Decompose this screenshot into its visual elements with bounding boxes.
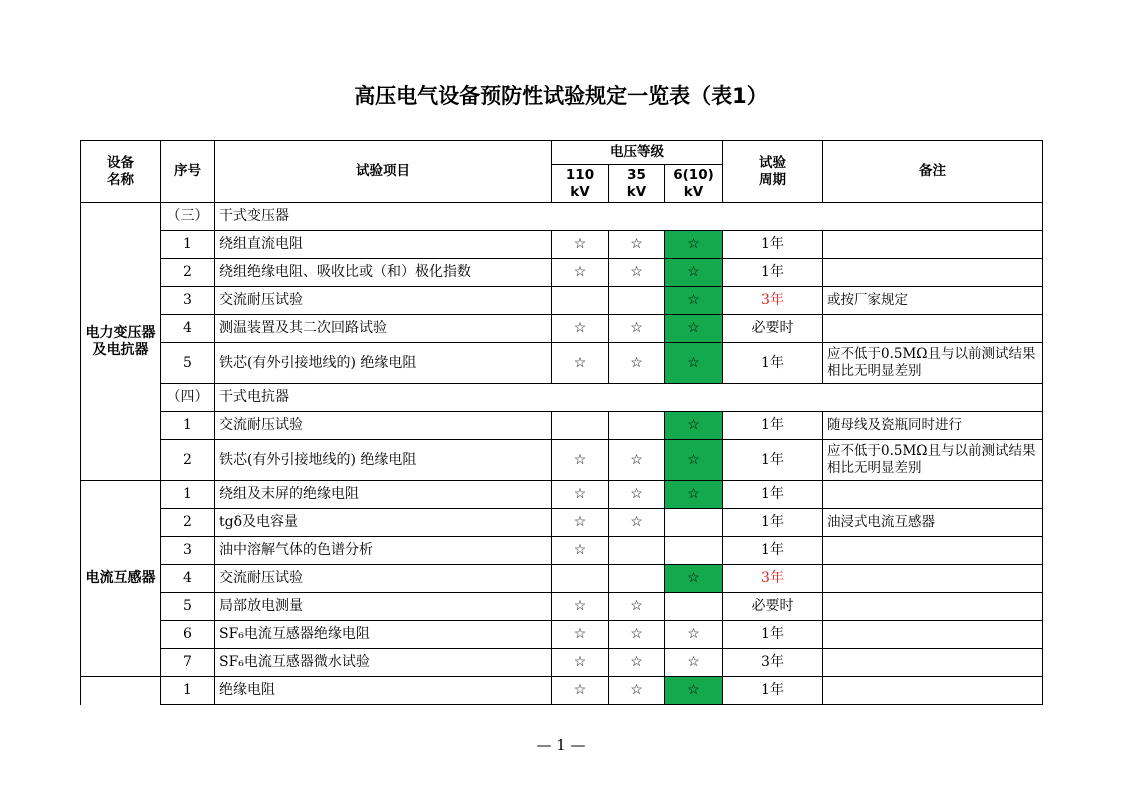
row-item: 局部放电测量 <box>215 593 552 621</box>
table-row <box>81 649 1043 677</box>
row-period: 1年 <box>723 481 823 509</box>
row-item: 交流耐压试验 <box>215 287 552 315</box>
row-seq: 2 <box>161 509 215 537</box>
table-row <box>81 621 1043 649</box>
table-row <box>81 343 1043 384</box>
row-6kv: ☆ <box>665 231 723 259</box>
row-seq: 4 <box>161 315 215 343</box>
group-seq: （三） <box>161 203 215 231</box>
row-seq: 1 <box>161 412 215 440</box>
row-110kv: ☆ <box>552 649 609 677</box>
test-table <box>80 140 1043 705</box>
row-remark: 随母线及瓷瓶同时进行 <box>823 412 1043 440</box>
row-period: 1年 <box>723 509 823 537</box>
row-item: 绕组绝缘电阻、吸收比或（和）极化指数 <box>215 259 552 287</box>
device-name-cell: 电力变压器及电抗器 <box>81 203 161 481</box>
header-35kv: 35 kV <box>609 165 665 203</box>
row-item: 铁芯(有外引接地线的) 绝缘电阻 <box>215 343 552 384</box>
row-item: 交流耐压试验 <box>215 412 552 440</box>
row-seq: 1 <box>161 481 215 509</box>
row-110kv: ☆ <box>552 509 609 537</box>
row-seq: 3 <box>161 287 215 315</box>
row-period: 1年 <box>723 621 823 649</box>
row-35kv: ☆ <box>609 509 665 537</box>
table-body <box>81 203 1043 705</box>
row-6kv: ☆ <box>665 287 723 315</box>
row-seq: 6 <box>161 621 215 649</box>
row-6kv: ☆ <box>665 649 723 677</box>
row-35kv: ☆ <box>609 315 665 343</box>
row-35kv: ☆ <box>609 621 665 649</box>
row-35kv: ☆ <box>609 593 665 621</box>
page-title: 高压电气设备预防性试验规定一览表（表1） <box>354 84 768 108</box>
header-6kv: 6(10) kV <box>665 165 723 203</box>
row-6kv: ☆ <box>665 677 723 705</box>
table-row <box>81 259 1043 287</box>
row-110kv: ☆ <box>552 621 609 649</box>
row-item: 铁芯(有外引接地线的) 绝缘电阻 <box>215 440 552 481</box>
row-110kv: ☆ <box>552 537 609 565</box>
row-period: 1年 <box>723 537 823 565</box>
row-35kv: ☆ <box>609 481 665 509</box>
header-voltage-group: 电压等级 <box>552 141 723 165</box>
row-110kv <box>552 287 609 315</box>
row-item: tgδ及电容量 <box>215 509 552 537</box>
group-label: 干式变压器 <box>215 203 1043 231</box>
row-35kv: ☆ <box>609 259 665 287</box>
row-seq: 4 <box>161 565 215 593</box>
table-row <box>81 287 1043 315</box>
group-row <box>81 384 1043 412</box>
header-110kv: 110 kV <box>552 165 609 203</box>
row-35kv: ☆ <box>609 231 665 259</box>
table-row <box>81 481 1043 509</box>
row-6kv: ☆ <box>665 412 723 440</box>
table-row <box>81 412 1043 440</box>
row-seq: 7 <box>161 649 215 677</box>
row-remark <box>823 537 1043 565</box>
row-6kv: ☆ <box>665 440 723 481</box>
header-period: 试验 周期 <box>723 141 823 203</box>
row-35kv: ☆ <box>609 343 665 384</box>
row-35kv: ☆ <box>609 649 665 677</box>
row-remark <box>823 621 1043 649</box>
row-6kv <box>665 537 723 565</box>
row-6kv: ☆ <box>665 259 723 287</box>
row-35kv <box>609 537 665 565</box>
row-6kv <box>665 509 723 537</box>
row-6kv <box>665 593 723 621</box>
row-period: 必要时 <box>723 315 823 343</box>
row-110kv <box>552 412 609 440</box>
row-item: SF₆电流互感器绝缘电阻 <box>215 621 552 649</box>
header-device-name: 设备 名称 <box>81 141 161 203</box>
device-name-cell: 电流互感器 <box>81 481 161 677</box>
row-item: 绝缘电阻 <box>215 677 552 705</box>
device-name-cell <box>81 677 161 705</box>
row-seq: 5 <box>161 343 215 384</box>
table-row <box>81 593 1043 621</box>
row-6kv: ☆ <box>665 565 723 593</box>
row-remark <box>823 649 1043 677</box>
row-remark: 应不低于0.5MΩ且与以前测试结果相比无明显差别 <box>823 343 1043 384</box>
row-period: 3年 <box>723 287 823 315</box>
header-item: 试验项目 <box>215 141 552 203</box>
row-period: 1年 <box>723 412 823 440</box>
row-35kv: ☆ <box>609 677 665 705</box>
table-row <box>81 440 1043 481</box>
row-period: 1年 <box>723 259 823 287</box>
row-remark <box>823 565 1043 593</box>
row-remark <box>823 677 1043 705</box>
row-remark: 或按厂家规定 <box>823 287 1043 315</box>
row-item: 绕组及末屏的绝缘电阻 <box>215 481 552 509</box>
row-35kv <box>609 287 665 315</box>
row-35kv: ☆ <box>609 440 665 481</box>
group-row <box>81 203 1043 231</box>
table-row <box>81 677 1043 705</box>
row-item: 油中溶解气体的色谱分析 <box>215 537 552 565</box>
table-row <box>81 509 1043 537</box>
table-row <box>81 537 1043 565</box>
row-35kv <box>609 412 665 440</box>
row-remark <box>823 231 1043 259</box>
row-item: 测温装置及其二次回路试验 <box>215 315 552 343</box>
table-row <box>81 315 1043 343</box>
page-number: — 1 — <box>536 736 586 754</box>
row-period: 1年 <box>723 440 823 481</box>
row-remark: 油浸式电流互感器 <box>823 509 1043 537</box>
row-6kv: ☆ <box>665 343 723 384</box>
table-row <box>81 565 1043 593</box>
group-label: 干式电抗器 <box>215 384 1043 412</box>
row-period: 必要时 <box>723 593 823 621</box>
table-header <box>81 141 1043 203</box>
row-seq: 1 <box>161 677 215 705</box>
row-seq: 2 <box>161 259 215 287</box>
row-item: SF₆电流互感器微水试验 <box>215 649 552 677</box>
row-seq: 2 <box>161 440 215 481</box>
row-period: 1年 <box>723 343 823 384</box>
row-110kv: ☆ <box>552 593 609 621</box>
row-period: 3年 <box>723 649 823 677</box>
row-remark <box>823 259 1043 287</box>
row-110kv: ☆ <box>552 231 609 259</box>
row-period: 1年 <box>723 677 823 705</box>
row-110kv: ☆ <box>552 677 609 705</box>
row-6kv: ☆ <box>665 315 723 343</box>
group-seq: （四） <box>161 384 215 412</box>
row-remark: 应不低于0.5MΩ且与以前测试结果相比无明显差别 <box>823 440 1043 481</box>
row-item: 绕组直流电阻 <box>215 231 552 259</box>
row-seq: 1 <box>161 231 215 259</box>
row-35kv <box>609 565 665 593</box>
row-seq: 3 <box>161 537 215 565</box>
row-110kv: ☆ <box>552 343 609 384</box>
header-remark: 备注 <box>823 141 1043 203</box>
row-6kv: ☆ <box>665 481 723 509</box>
row-item: 交流耐压试验 <box>215 565 552 593</box>
row-110kv: ☆ <box>552 315 609 343</box>
header-seq: 序号 <box>161 141 215 203</box>
row-110kv: ☆ <box>552 440 609 481</box>
row-period: 1年 <box>723 231 823 259</box>
row-seq: 5 <box>161 593 215 621</box>
row-period: 3年 <box>723 565 823 593</box>
table-row <box>81 231 1043 259</box>
row-remark <box>823 481 1043 509</box>
row-6kv: ☆ <box>665 621 723 649</box>
row-110kv: ☆ <box>552 481 609 509</box>
row-110kv: ☆ <box>552 259 609 287</box>
row-remark <box>823 593 1043 621</box>
row-110kv <box>552 565 609 593</box>
row-remark <box>823 315 1043 343</box>
